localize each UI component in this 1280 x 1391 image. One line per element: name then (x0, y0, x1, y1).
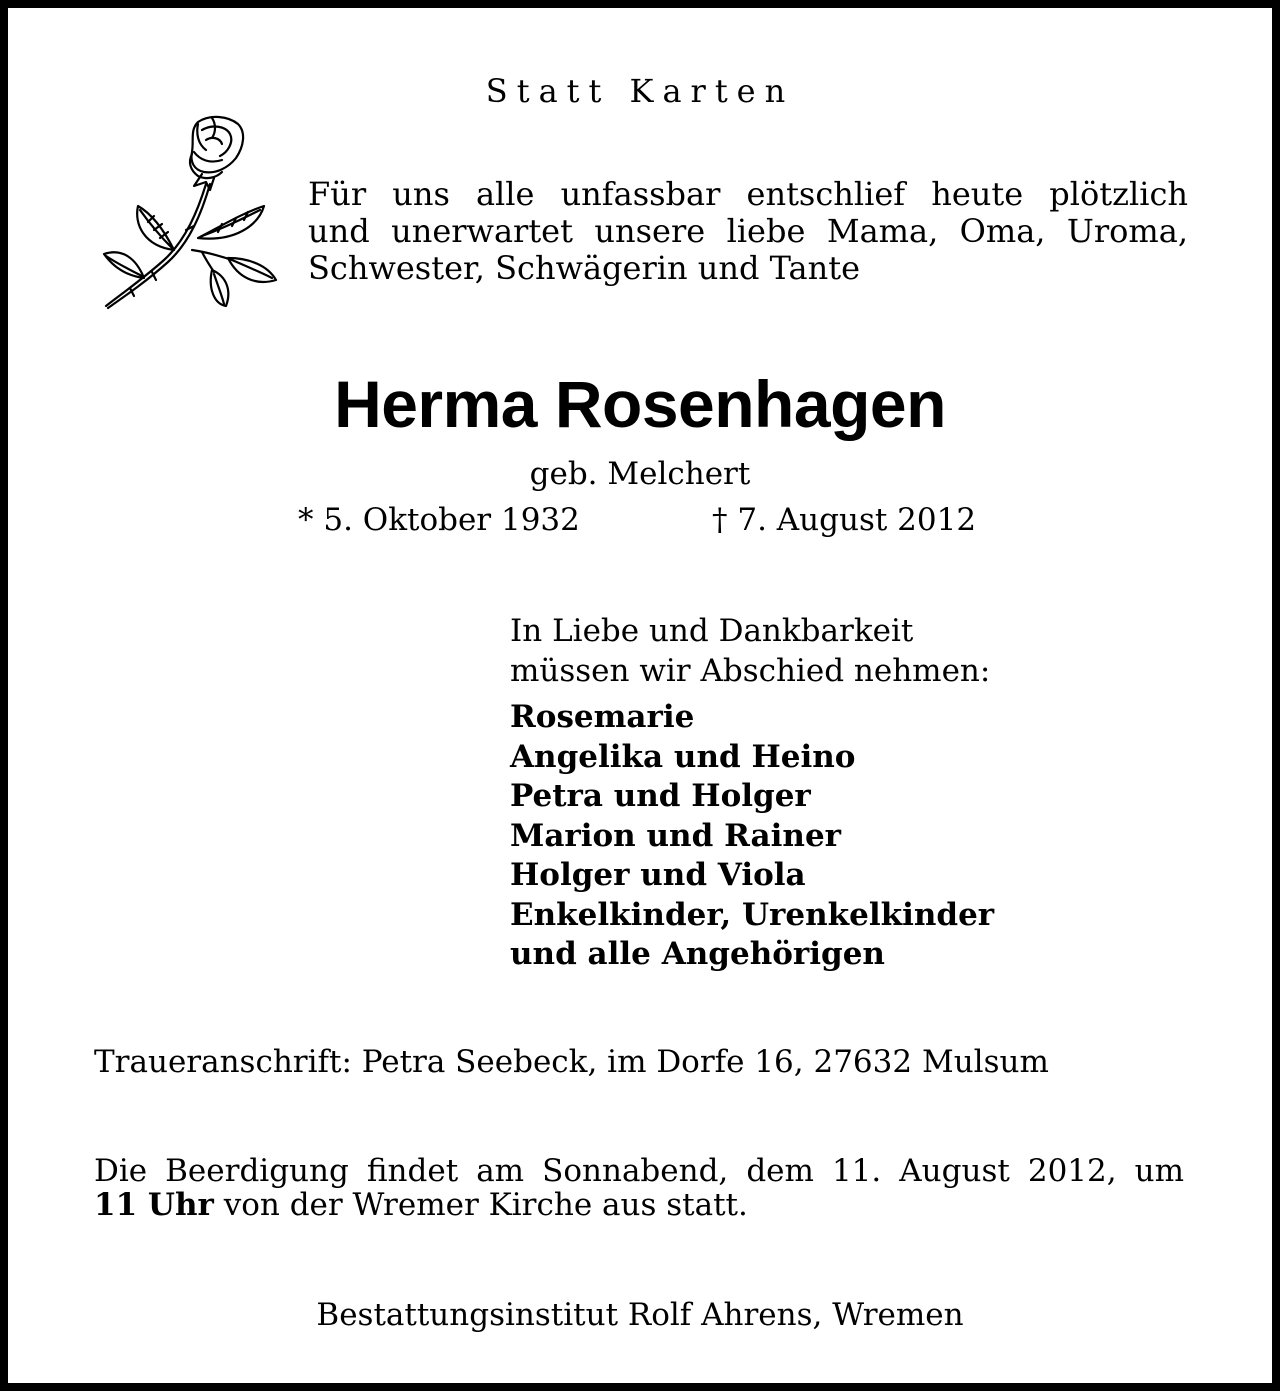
intro-line-2: und unerwartet unsere liebe Mama, Oma, Uroma, (308, 212, 1188, 250)
mourning-line-2: müssen wir Abschied nehmen: (510, 653, 991, 689)
family-member: Rosemarie (510, 699, 695, 735)
intro-line-1: Für uns alle unfassbar entschlief heute plötzlich (308, 175, 1188, 213)
mourning-text (510, 611, 990, 691)
family-list (510, 698, 994, 975)
funeral-line-1: Die Beerdigung findet am Sonnabend, dem 11. August 2012, um (94, 1153, 1184, 1189)
family-member: und alle Angehörigen (510, 936, 885, 972)
funeral-time: 11 Uhr (94, 1187, 214, 1223)
family-member: Holger und Viola (510, 857, 806, 893)
mourning-address: Traueranschrift: Petra Seebeck, im Dorfe 16, 27632 Mulsum (94, 1044, 1049, 1080)
death-date: † 7. August 2012 (712, 502, 977, 538)
birth-date: * 5. Oktober 1932 (298, 502, 580, 538)
family-member: Enkelkinder, Urenkelkinder (510, 896, 995, 933)
funeral-line-2 (94, 1188, 1184, 1222)
intro-text (308, 176, 1188, 287)
funeral-info (94, 1154, 1184, 1222)
funeral-place: von der Wremer Kirche aus statt. (223, 1187, 748, 1223)
family-member: Angelika und Heino (510, 738, 856, 775)
maiden-name: geb. Melchert (529, 456, 751, 492)
family-member: Marion und Rainer (510, 817, 841, 854)
family-member: Petra und Holger (510, 778, 811, 814)
notice-header: Statt Karten (485, 72, 795, 110)
funeral-home: Bestattungsinstitut Rolf Ahrens, Wremen (316, 1297, 964, 1333)
mourning-line-1: In Liebe und Dankbarkeit (510, 613, 914, 649)
intro-line-3: Schwester, Schwägerin und Tante (308, 249, 860, 287)
rose-icon (94, 110, 284, 310)
deceased-name: Herma Rosenhagen (334, 367, 946, 441)
